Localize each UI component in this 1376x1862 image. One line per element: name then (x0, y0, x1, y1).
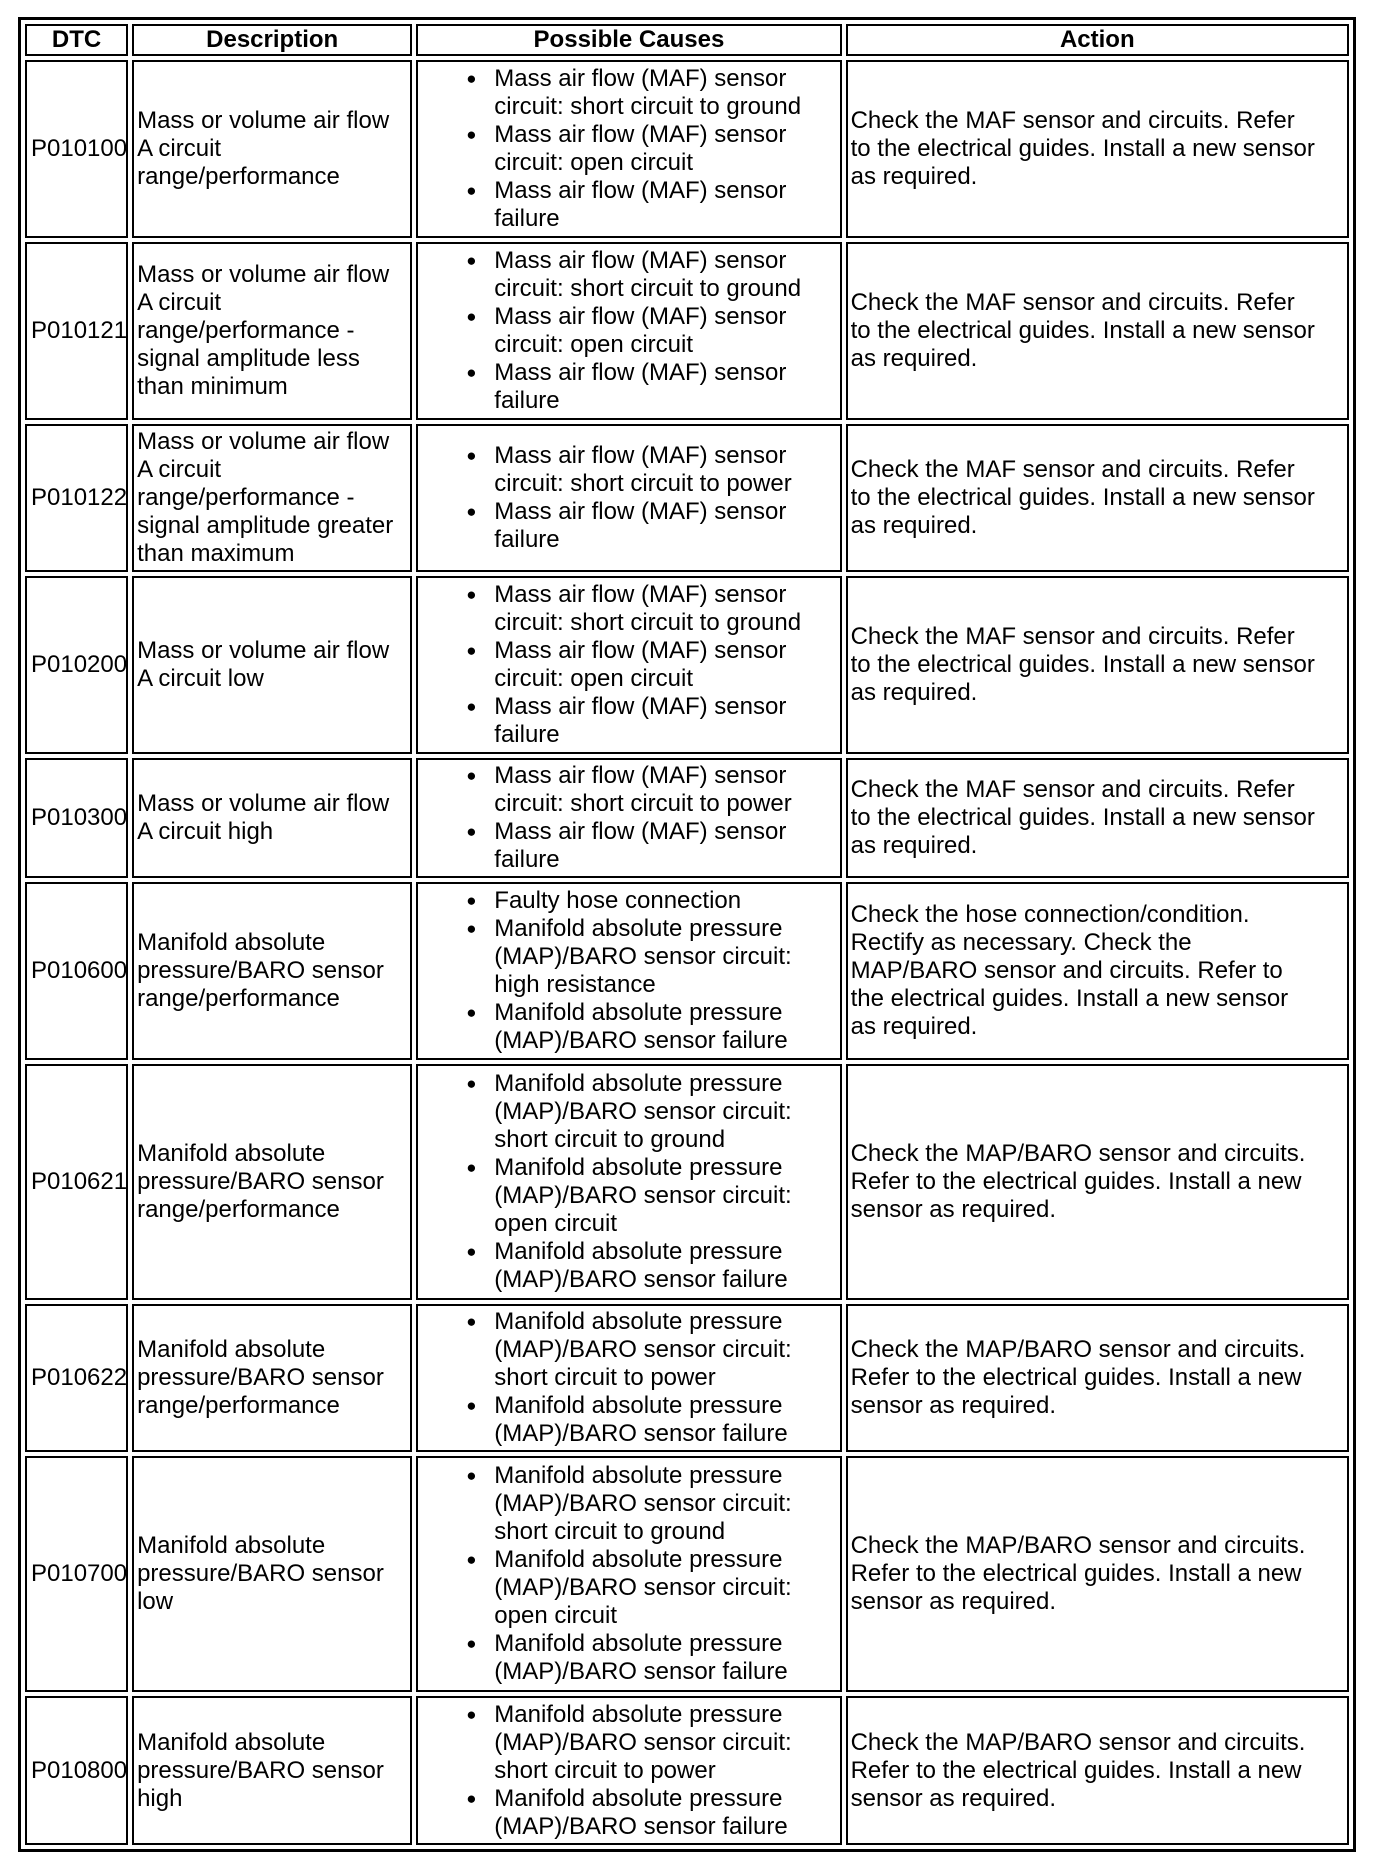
table-row (25, 242, 1349, 420)
dtc-code-cell: P010122 (25, 424, 128, 573)
cause-list-item (466, 1308, 836, 1392)
cause-line: Manifold absolute pressure (494, 914, 783, 942)
description-line: A circuit (137, 288, 222, 316)
dtc-code-cell: P010600 (25, 882, 128, 1060)
cause-line: Mass air flow (MAF) sensor (494, 818, 787, 846)
cause-line: Manifold absolute pressure (494, 1391, 783, 1419)
possible-causes-cell (416, 1304, 841, 1453)
cause-line: Mass air flow (MAF) sensor (494, 120, 787, 148)
action-cell (846, 1304, 1349, 1453)
dtc-code-cell: P010200 (25, 576, 128, 754)
action-line: to the electrical guides. Install a new sensor (850, 651, 1315, 679)
cause-line: Manifold absolute pressure (494, 1153, 783, 1181)
action-line: Check the hose connection/condition. (850, 900, 1250, 928)
description-line: pressure/BARO sensor (137, 1560, 384, 1588)
description-line: A circuit low (137, 665, 264, 693)
cause-list-item (466, 887, 836, 915)
causes-list (421, 1308, 836, 1448)
action-line: Refer to the electrical guides. Install a new (850, 1560, 1302, 1588)
cause-list-item (466, 693, 836, 749)
header-dtc: DTC (25, 24, 128, 56)
description-line: Mass or volume air flow (137, 106, 390, 134)
action-line: Check the MAF sensor and circuits. Refer (850, 776, 1295, 804)
cause-list-item (466, 65, 836, 121)
action-cell (846, 576, 1349, 754)
header-description: Description (132, 24, 412, 56)
description-cell (132, 60, 412, 238)
cause-list-item (466, 1701, 836, 1785)
description-line: A circuit (137, 455, 222, 483)
description-line: range/performance - (137, 483, 355, 511)
cause-line: Mass air flow (MAF) sensor (494, 693, 787, 721)
action-line: to the electrical guides. Install a new sensor (850, 483, 1315, 511)
cause-line: circuit: short circuit to ground (494, 92, 802, 120)
table-row (25, 424, 1349, 573)
dtc-code-cell: P010622 (25, 1304, 128, 1453)
action-cell (846, 1696, 1349, 1845)
cause-list-item (466, 247, 836, 303)
cause-line: Mass air flow (MAF) sensor (494, 762, 787, 790)
cause-line: circuit: short circuit to ground (494, 274, 802, 302)
action-line: to the electrical guides. Install a new sensor (850, 134, 1315, 162)
action-line: the electrical guides. Install a new sensor (850, 984, 1289, 1012)
cause-line: (MAP)/BARO sensor failure (494, 1658, 788, 1686)
possible-causes-cell (416, 576, 841, 754)
action-line: Check the MAF sensor and circuits. Refer (850, 106, 1295, 134)
action-cell (846, 424, 1349, 573)
table-row (25, 60, 1349, 238)
description-cell (132, 1456, 412, 1692)
cause-line: failure (494, 721, 560, 749)
cause-line: (MAP)/BARO sensor failure (494, 1812, 788, 1840)
cause-line: (MAP)/BARO sensor circuit: (494, 1097, 792, 1125)
description-line: Mass or volume air flow (137, 260, 390, 288)
causes-list (421, 1701, 836, 1841)
description-line: signal amplitude greater (137, 511, 394, 539)
action-line: as required. (850, 511, 978, 539)
action-line: as required. (850, 162, 978, 190)
description-line: high (137, 1784, 183, 1812)
description-line: Manifold absolute (137, 1335, 326, 1363)
cause-line: (MAP)/BARO sensor circuit: (494, 1181, 792, 1209)
causes-list (421, 581, 836, 749)
dtc-code-cell: P010700 (25, 1456, 128, 1692)
description-line: pressure/BARO sensor (137, 1363, 384, 1391)
table-row (25, 1304, 1349, 1453)
cause-line: Manifold absolute pressure (494, 1462, 783, 1490)
dtc-code-cell: P010121 (25, 242, 128, 420)
cause-list-item (466, 1785, 836, 1841)
action-cell (846, 1064, 1349, 1300)
cause-line: failure (494, 525, 560, 553)
description-cell (132, 1064, 412, 1300)
causes-list (421, 1462, 836, 1686)
action-line: Rectify as necessary. Check the (850, 928, 1192, 956)
cause-line: Manifold absolute pressure (494, 1237, 783, 1265)
description-line: A circuit high (137, 818, 274, 846)
cause-list-item (466, 818, 836, 874)
action-line: to the electrical guides. Install a new sensor (850, 316, 1315, 344)
cause-line: (MAP)/BARO sensor failure (494, 1265, 788, 1293)
possible-causes-cell (416, 1696, 841, 1845)
cause-line: Mass air flow (MAF) sensor (494, 497, 787, 525)
action-cell (846, 60, 1349, 238)
action-line: Check the MAP/BARO sensor and circuits. (850, 1532, 1306, 1560)
cause-line: circuit: short circuit to ground (494, 609, 802, 637)
table-row (25, 576, 1349, 754)
action-line: MAP/BARO sensor and circuits. Refer to (850, 956, 1283, 984)
cause-line: (MAP)/BARO sensor failure (494, 1026, 788, 1054)
cause-line: circuit: open circuit (494, 148, 694, 176)
cause-list-item (466, 1392, 836, 1448)
causes-list (421, 247, 836, 415)
cause-line: Mass air flow (MAF) sensor (494, 302, 787, 330)
causes-list (421, 65, 836, 233)
description-line: A circuit (137, 134, 222, 162)
cause-list-item (466, 1154, 836, 1238)
cause-list-item (466, 915, 836, 999)
action-line: Refer to the electrical guides. Install a new (850, 1363, 1302, 1391)
cause-line: Manifold absolute pressure (494, 1307, 783, 1335)
cause-list-item (466, 999, 836, 1055)
cause-line: (MAP)/BARO sensor circuit: (494, 1574, 792, 1602)
cause-line: circuit: open circuit (494, 665, 694, 693)
description-cell (132, 1304, 412, 1453)
description-line: Mass or volume air flow (137, 637, 390, 665)
cause-list-item (466, 442, 836, 498)
description-line: than minimum (137, 372, 288, 400)
cause-line: short circuit to ground (494, 1125, 726, 1153)
action-cell (846, 758, 1349, 878)
cause-line: Faulty hose connection (494, 886, 742, 914)
cause-list-item (466, 637, 836, 693)
cause-list-item (466, 121, 836, 177)
cause-line: (MAP)/BARO sensor circuit: (494, 942, 792, 970)
cause-line: open circuit (494, 1209, 618, 1237)
cause-list-item (466, 1462, 836, 1546)
cause-list-item (466, 762, 836, 818)
header-possible-causes: Possible Causes (416, 24, 841, 56)
description-cell (132, 576, 412, 754)
dtc-code-cell: P010100 (25, 60, 128, 238)
description-line: signal amplitude less (137, 344, 360, 372)
description-line: low (137, 1588, 174, 1616)
cause-line: Mass air flow (MAF) sensor (494, 581, 787, 609)
cause-line: short circuit to ground (494, 1518, 726, 1546)
possible-causes-cell (416, 1064, 841, 1300)
description-line: range/performance (137, 984, 340, 1012)
description-line: Manifold absolute (137, 928, 326, 956)
description-line: range/performance - (137, 316, 355, 344)
header-action: Action (846, 24, 1349, 56)
cause-line: (MAP)/BARO sensor circuit: (494, 1335, 792, 1363)
description-line: Manifold absolute (137, 1532, 326, 1560)
header-row (25, 24, 1349, 56)
action-line: Check the MAF sensor and circuits. Refer (850, 455, 1295, 483)
action-line: as required. (850, 679, 978, 707)
cause-line: Mass air flow (MAF) sensor (494, 441, 787, 469)
action-line: as required. (850, 832, 978, 860)
possible-causes-cell (416, 1456, 841, 1692)
cause-list-item (466, 498, 836, 554)
description-line: Manifold absolute (137, 1139, 326, 1167)
cause-list-item (466, 1238, 836, 1294)
table-row (25, 882, 1349, 1060)
cause-line: Mass air flow (MAF) sensor (494, 176, 787, 204)
action-line: Check the MAP/BARO sensor and circuits. (850, 1728, 1306, 1756)
cause-line: failure (494, 386, 560, 414)
table-row (25, 1456, 1349, 1692)
description-line: pressure/BARO sensor (137, 1167, 384, 1195)
table-row (25, 1064, 1349, 1300)
possible-causes-cell (416, 242, 841, 420)
cause-line: Mass air flow (MAF) sensor (494, 64, 787, 92)
cause-line: Manifold absolute pressure (494, 998, 783, 1026)
cause-line: (MAP)/BARO sensor failure (494, 1419, 788, 1447)
description-cell (132, 882, 412, 1060)
dtc-code-cell: P010800 (25, 1696, 128, 1845)
possible-causes-cell (416, 882, 841, 1060)
table-row (25, 758, 1349, 878)
cause-line: (MAP)/BARO sensor circuit: (494, 1728, 792, 1756)
action-cell (846, 882, 1349, 1060)
possible-causes-cell (416, 758, 841, 878)
action-line: Check the MAP/BARO sensor and circuits. (850, 1335, 1306, 1363)
causes-list (421, 762, 836, 874)
cause-line: Mass air flow (MAF) sensor (494, 246, 787, 274)
cause-line: short circuit to power (494, 1756, 716, 1784)
possible-causes-cell (416, 424, 841, 573)
cause-list-item (466, 1546, 836, 1630)
action-line: Check the MAP/BARO sensor and circuits. (850, 1139, 1306, 1167)
action-line: sensor as required. (850, 1391, 1057, 1419)
cause-list-item (466, 1070, 836, 1154)
table-body (25, 60, 1349, 1845)
action-cell (846, 1456, 1349, 1692)
action-line: Check the MAF sensor and circuits. Refer (850, 288, 1295, 316)
cause-line: Mass air flow (MAF) sensor (494, 637, 787, 665)
description-line: than maximum (137, 539, 295, 567)
causes-list (421, 1070, 836, 1294)
description-cell (132, 758, 412, 878)
cause-line: Manifold absolute pressure (494, 1630, 783, 1658)
cause-line: failure (494, 204, 560, 232)
description-cell (132, 424, 412, 573)
causes-list (421, 887, 836, 1055)
table-row (25, 1696, 1349, 1845)
action-line: Refer to the electrical guides. Install a new (850, 1756, 1302, 1784)
cause-list-item (466, 1630, 836, 1686)
cause-line: Mass air flow (MAF) sensor (494, 358, 787, 386)
description-line: Mass or volume air flow (137, 790, 390, 818)
cause-line: (MAP)/BARO sensor circuit: (494, 1490, 792, 1518)
cause-line: Manifold absolute pressure (494, 1069, 783, 1097)
action-line: as required. (850, 1012, 978, 1040)
cause-list-item (466, 581, 836, 637)
cause-line: failure (494, 846, 560, 874)
action-line: Refer to the electrical guides. Install a new (850, 1167, 1302, 1195)
description-cell (132, 1696, 412, 1845)
action-line: as required. (850, 344, 978, 372)
cause-list-item (466, 177, 836, 233)
cause-line: circuit: short circuit to power (494, 469, 792, 497)
cause-line: Manifold absolute pressure (494, 1546, 783, 1574)
description-line: pressure/BARO sensor (137, 1756, 384, 1784)
cause-line: short circuit to power (494, 1363, 716, 1391)
action-line: sensor as required. (850, 1195, 1057, 1223)
dtc-table (18, 17, 1356, 1852)
cause-line: Manifold absolute pressure (494, 1784, 783, 1812)
cause-list-item (466, 303, 836, 359)
possible-causes-cell (416, 60, 841, 238)
action-cell (846, 242, 1349, 420)
cause-line: circuit: short circuit to power (494, 790, 792, 818)
cause-line: high resistance (494, 970, 656, 998)
cause-line: circuit: open circuit (494, 330, 694, 358)
cause-line: Manifold absolute pressure (494, 1700, 783, 1728)
dtc-code-cell: P010300 (25, 758, 128, 878)
action-line: sensor as required. (850, 1588, 1057, 1616)
dtc-code-cell: P010621 (25, 1064, 128, 1300)
causes-list (421, 442, 836, 554)
description-line: range/performance (137, 162, 340, 190)
action-line: to the electrical guides. Install a new sensor (850, 804, 1315, 832)
description-cell (132, 242, 412, 420)
description-line: Mass or volume air flow (137, 427, 390, 455)
description-line: range/performance (137, 1391, 340, 1419)
action-line: sensor as required. (850, 1784, 1057, 1812)
cause-list-item (466, 359, 836, 415)
description-line: range/performance (137, 1195, 340, 1223)
cause-line: open circuit (494, 1602, 618, 1630)
description-line: Manifold absolute (137, 1728, 326, 1756)
description-line: pressure/BARO sensor (137, 956, 384, 984)
action-line: Check the MAF sensor and circuits. Refer (850, 623, 1295, 651)
